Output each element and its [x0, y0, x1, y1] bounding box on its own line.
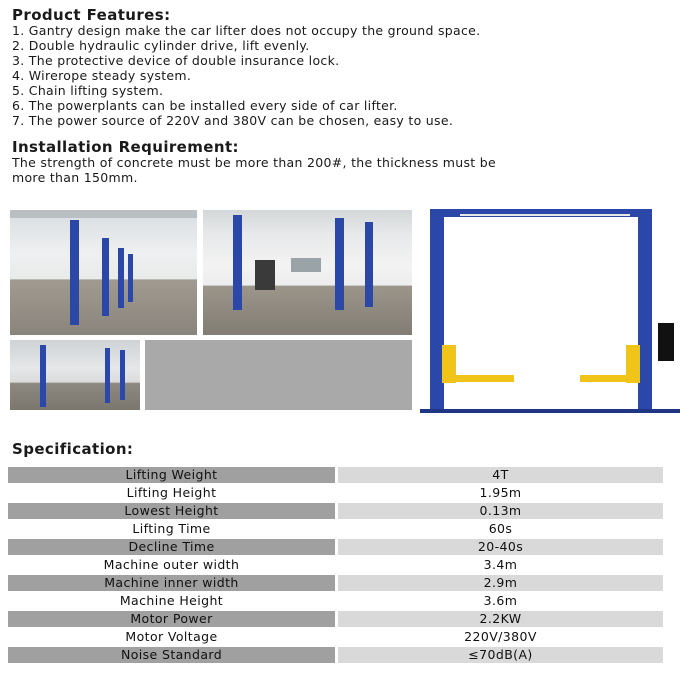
- warehouse-photo-1: [10, 210, 197, 335]
- table-row: [8, 467, 663, 483]
- spec-value: 3.6m: [338, 593, 663, 609]
- installation-text: more than 150mm.: [12, 170, 138, 185]
- table-row: [8, 503, 663, 519]
- spec-value: 2.2KW: [338, 611, 663, 627]
- spec-label: Lowest Height: [8, 503, 335, 519]
- installation-title: Installation Requirement:: [12, 138, 239, 156]
- table-row: [8, 593, 663, 609]
- table-row: [8, 647, 663, 663]
- table-row: [8, 629, 663, 645]
- spec-label: Motor Power: [8, 611, 335, 627]
- spec-label: Noise Standard: [8, 647, 335, 663]
- table-row: [8, 521, 663, 537]
- feature-item: 7. The power source of 220V and 380V can be chosen, easy to use.: [12, 113, 454, 128]
- feature-item: 5. Chain lifting system.: [12, 83, 164, 98]
- spec-value: 60s: [338, 521, 663, 537]
- spec-value: 3.4m: [338, 557, 663, 573]
- spec-label: Lifting Time: [8, 521, 335, 537]
- table-row: [8, 611, 663, 627]
- installation-text: The strength of concrete must be more than 200#, the thickness must be: [12, 155, 497, 170]
- table-row: [8, 485, 663, 501]
- car-lifter-image: [420, 205, 680, 415]
- specification-title: Specification:: [12, 440, 134, 458]
- feature-item: 2. Double hydraulic cylinder drive, lift evenly.: [12, 38, 310, 53]
- gray-placeholder-photo: [145, 340, 412, 410]
- feature-item: 1. Gantry design make the car lifter does not occupy the ground space.: [12, 23, 481, 38]
- spec-label: Motor Voltage: [8, 629, 335, 645]
- spec-label: Machine outer width: [8, 557, 335, 573]
- spec-label: Machine inner width: [8, 575, 335, 591]
- features-title: Product Features:: [12, 6, 171, 24]
- spec-label: Decline Time: [8, 539, 335, 555]
- spec-label: Lifting Weight: [8, 467, 335, 483]
- table-row: [8, 557, 663, 573]
- spec-value: 20-40s: [338, 539, 663, 555]
- feature-item: 3. The protective device of double insurance lock.: [12, 53, 340, 68]
- warehouse-photo-2: [203, 210, 412, 335]
- table-row: [8, 575, 663, 591]
- spec-value: 220V/380V: [338, 629, 663, 645]
- feature-item: 6. The powerplants can be installed every side of car lifter.: [12, 98, 398, 113]
- spec-value: ≤70dB(A): [338, 647, 663, 663]
- spec-value: 0.13m: [338, 503, 663, 519]
- feature-item: 4. Wirerope steady system.: [12, 68, 192, 83]
- spec-value: 2.9m: [338, 575, 663, 591]
- warehouse-photo-3: [10, 340, 140, 410]
- spec-value: 4T: [338, 467, 663, 483]
- table-row: [8, 539, 663, 555]
- spec-value: 1.95m: [338, 485, 663, 501]
- spec-label: Lifting Height: [8, 485, 335, 501]
- spec-label: Machine Height: [8, 593, 335, 609]
